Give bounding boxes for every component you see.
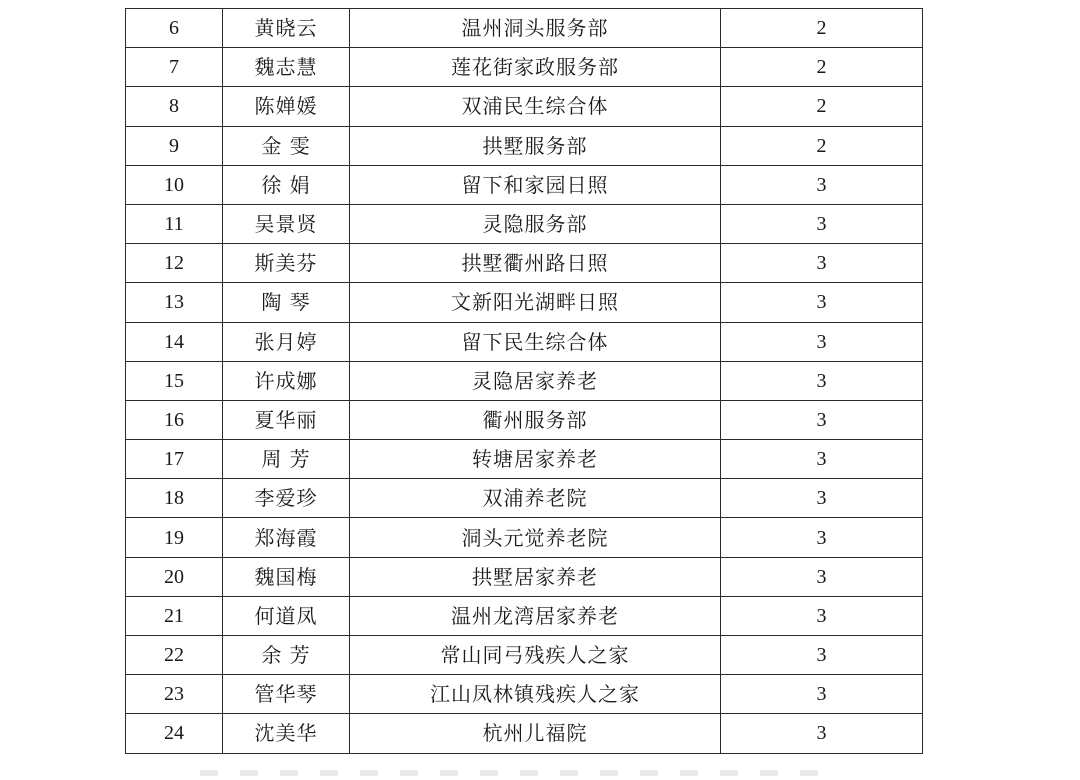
count-cell: 2: [721, 126, 923, 165]
serial-number-cell: 7: [126, 48, 223, 87]
serial-number-cell: 15: [126, 361, 223, 400]
unit-cell: 杭州儿福院: [350, 714, 721, 753]
unit-cell: 转塘居家养老: [350, 440, 721, 479]
staff-table: [125, 8, 923, 754]
unit-cell: 文新阳光湖畔日照: [350, 283, 721, 322]
table-row: [126, 636, 923, 675]
name-cell: 黄晓云: [223, 9, 350, 48]
serial-number-cell: 8: [126, 87, 223, 126]
unit-cell: 拱墅居家养老: [350, 557, 721, 596]
count-cell: 3: [721, 557, 923, 596]
serial-number-cell: 23: [126, 675, 223, 714]
table-row: [126, 244, 923, 283]
unit-cell: 莲花街家政服务部: [350, 48, 721, 87]
unit-cell: 灵隐服务部: [350, 204, 721, 243]
unit-cell: 拱墅衢州路日照: [350, 244, 721, 283]
serial-number-cell: 9: [126, 126, 223, 165]
table-row: [126, 165, 923, 204]
table-row: [126, 400, 923, 439]
serial-number-cell: 22: [126, 636, 223, 675]
table-row: [126, 9, 923, 48]
count-cell: 3: [721, 322, 923, 361]
serial-number-cell: 16: [126, 400, 223, 439]
name-cell: 周 芳: [223, 440, 350, 479]
serial-number-cell: 6: [126, 9, 223, 48]
unit-cell: 江山凤林镇残疾人之家: [350, 675, 721, 714]
count-cell: 3: [721, 440, 923, 479]
table-row: [126, 440, 923, 479]
name-cell: 陶 琴: [223, 283, 350, 322]
serial-number-cell: 24: [126, 714, 223, 753]
name-cell: 陈婵媛: [223, 87, 350, 126]
table-row: [126, 714, 923, 753]
staff-table-body: [126, 9, 923, 754]
cropped-next-line: [200, 770, 840, 776]
serial-number-cell: 12: [126, 244, 223, 283]
count-cell: 3: [721, 596, 923, 635]
table-row: [126, 361, 923, 400]
count-cell: 3: [721, 244, 923, 283]
unit-cell: 温州龙湾居家养老: [350, 596, 721, 635]
name-cell: 夏华丽: [223, 400, 350, 439]
serial-number-cell: 21: [126, 596, 223, 635]
table-row: [126, 322, 923, 361]
unit-cell: 双浦养老院: [350, 479, 721, 518]
count-cell: 3: [721, 361, 923, 400]
table-row: [126, 48, 923, 87]
serial-number-cell: 10: [126, 165, 223, 204]
name-cell: 管华琴: [223, 675, 350, 714]
name-cell: 余 芳: [223, 636, 350, 675]
table-row: [126, 479, 923, 518]
count-cell: 2: [721, 9, 923, 48]
count-cell: 3: [721, 518, 923, 557]
count-cell: 3: [721, 714, 923, 753]
serial-number-cell: 19: [126, 518, 223, 557]
unit-cell: 灵隐居家养老: [350, 361, 721, 400]
serial-number-cell: 17: [126, 440, 223, 479]
name-cell: 沈美华: [223, 714, 350, 753]
count-cell: 3: [721, 636, 923, 675]
count-cell: 3: [721, 283, 923, 322]
count-cell: 2: [721, 48, 923, 87]
count-cell: 3: [721, 479, 923, 518]
count-cell: 2: [721, 87, 923, 126]
unit-cell: 温州洞头服务部: [350, 9, 721, 48]
table-row: [126, 675, 923, 714]
count-cell: 3: [721, 165, 923, 204]
table-row: [126, 596, 923, 635]
unit-cell: 常山同弓残疾人之家: [350, 636, 721, 675]
name-cell: 斯美芬: [223, 244, 350, 283]
unit-cell: 留下和家园日照: [350, 165, 721, 204]
serial-number-cell: 14: [126, 322, 223, 361]
table-row: [126, 518, 923, 557]
count-cell: 3: [721, 204, 923, 243]
serial-number-cell: 18: [126, 479, 223, 518]
name-cell: 许成娜: [223, 361, 350, 400]
name-cell: 何道凤: [223, 596, 350, 635]
name-cell: 李爱珍: [223, 479, 350, 518]
name-cell: 郑海霞: [223, 518, 350, 557]
unit-cell: 双浦民生综合体: [350, 87, 721, 126]
serial-number-cell: 20: [126, 557, 223, 596]
name-cell: 魏志慧: [223, 48, 350, 87]
table-row: [126, 283, 923, 322]
name-cell: 吴景贤: [223, 204, 350, 243]
unit-cell: 洞头元觉养老院: [350, 518, 721, 557]
table-row: [126, 204, 923, 243]
unit-cell: 衢州服务部: [350, 400, 721, 439]
name-cell: 徐 娟: [223, 165, 350, 204]
name-cell: 张月婷: [223, 322, 350, 361]
unit-cell: 留下民生综合体: [350, 322, 721, 361]
name-cell: 魏国梅: [223, 557, 350, 596]
count-cell: 3: [721, 400, 923, 439]
table-row: [126, 557, 923, 596]
unit-cell: 拱墅服务部: [350, 126, 721, 165]
name-cell: 金 雯: [223, 126, 350, 165]
serial-number-cell: 11: [126, 204, 223, 243]
table-row: [126, 87, 923, 126]
serial-number-cell: 13: [126, 283, 223, 322]
table-row: [126, 126, 923, 165]
count-cell: 3: [721, 675, 923, 714]
